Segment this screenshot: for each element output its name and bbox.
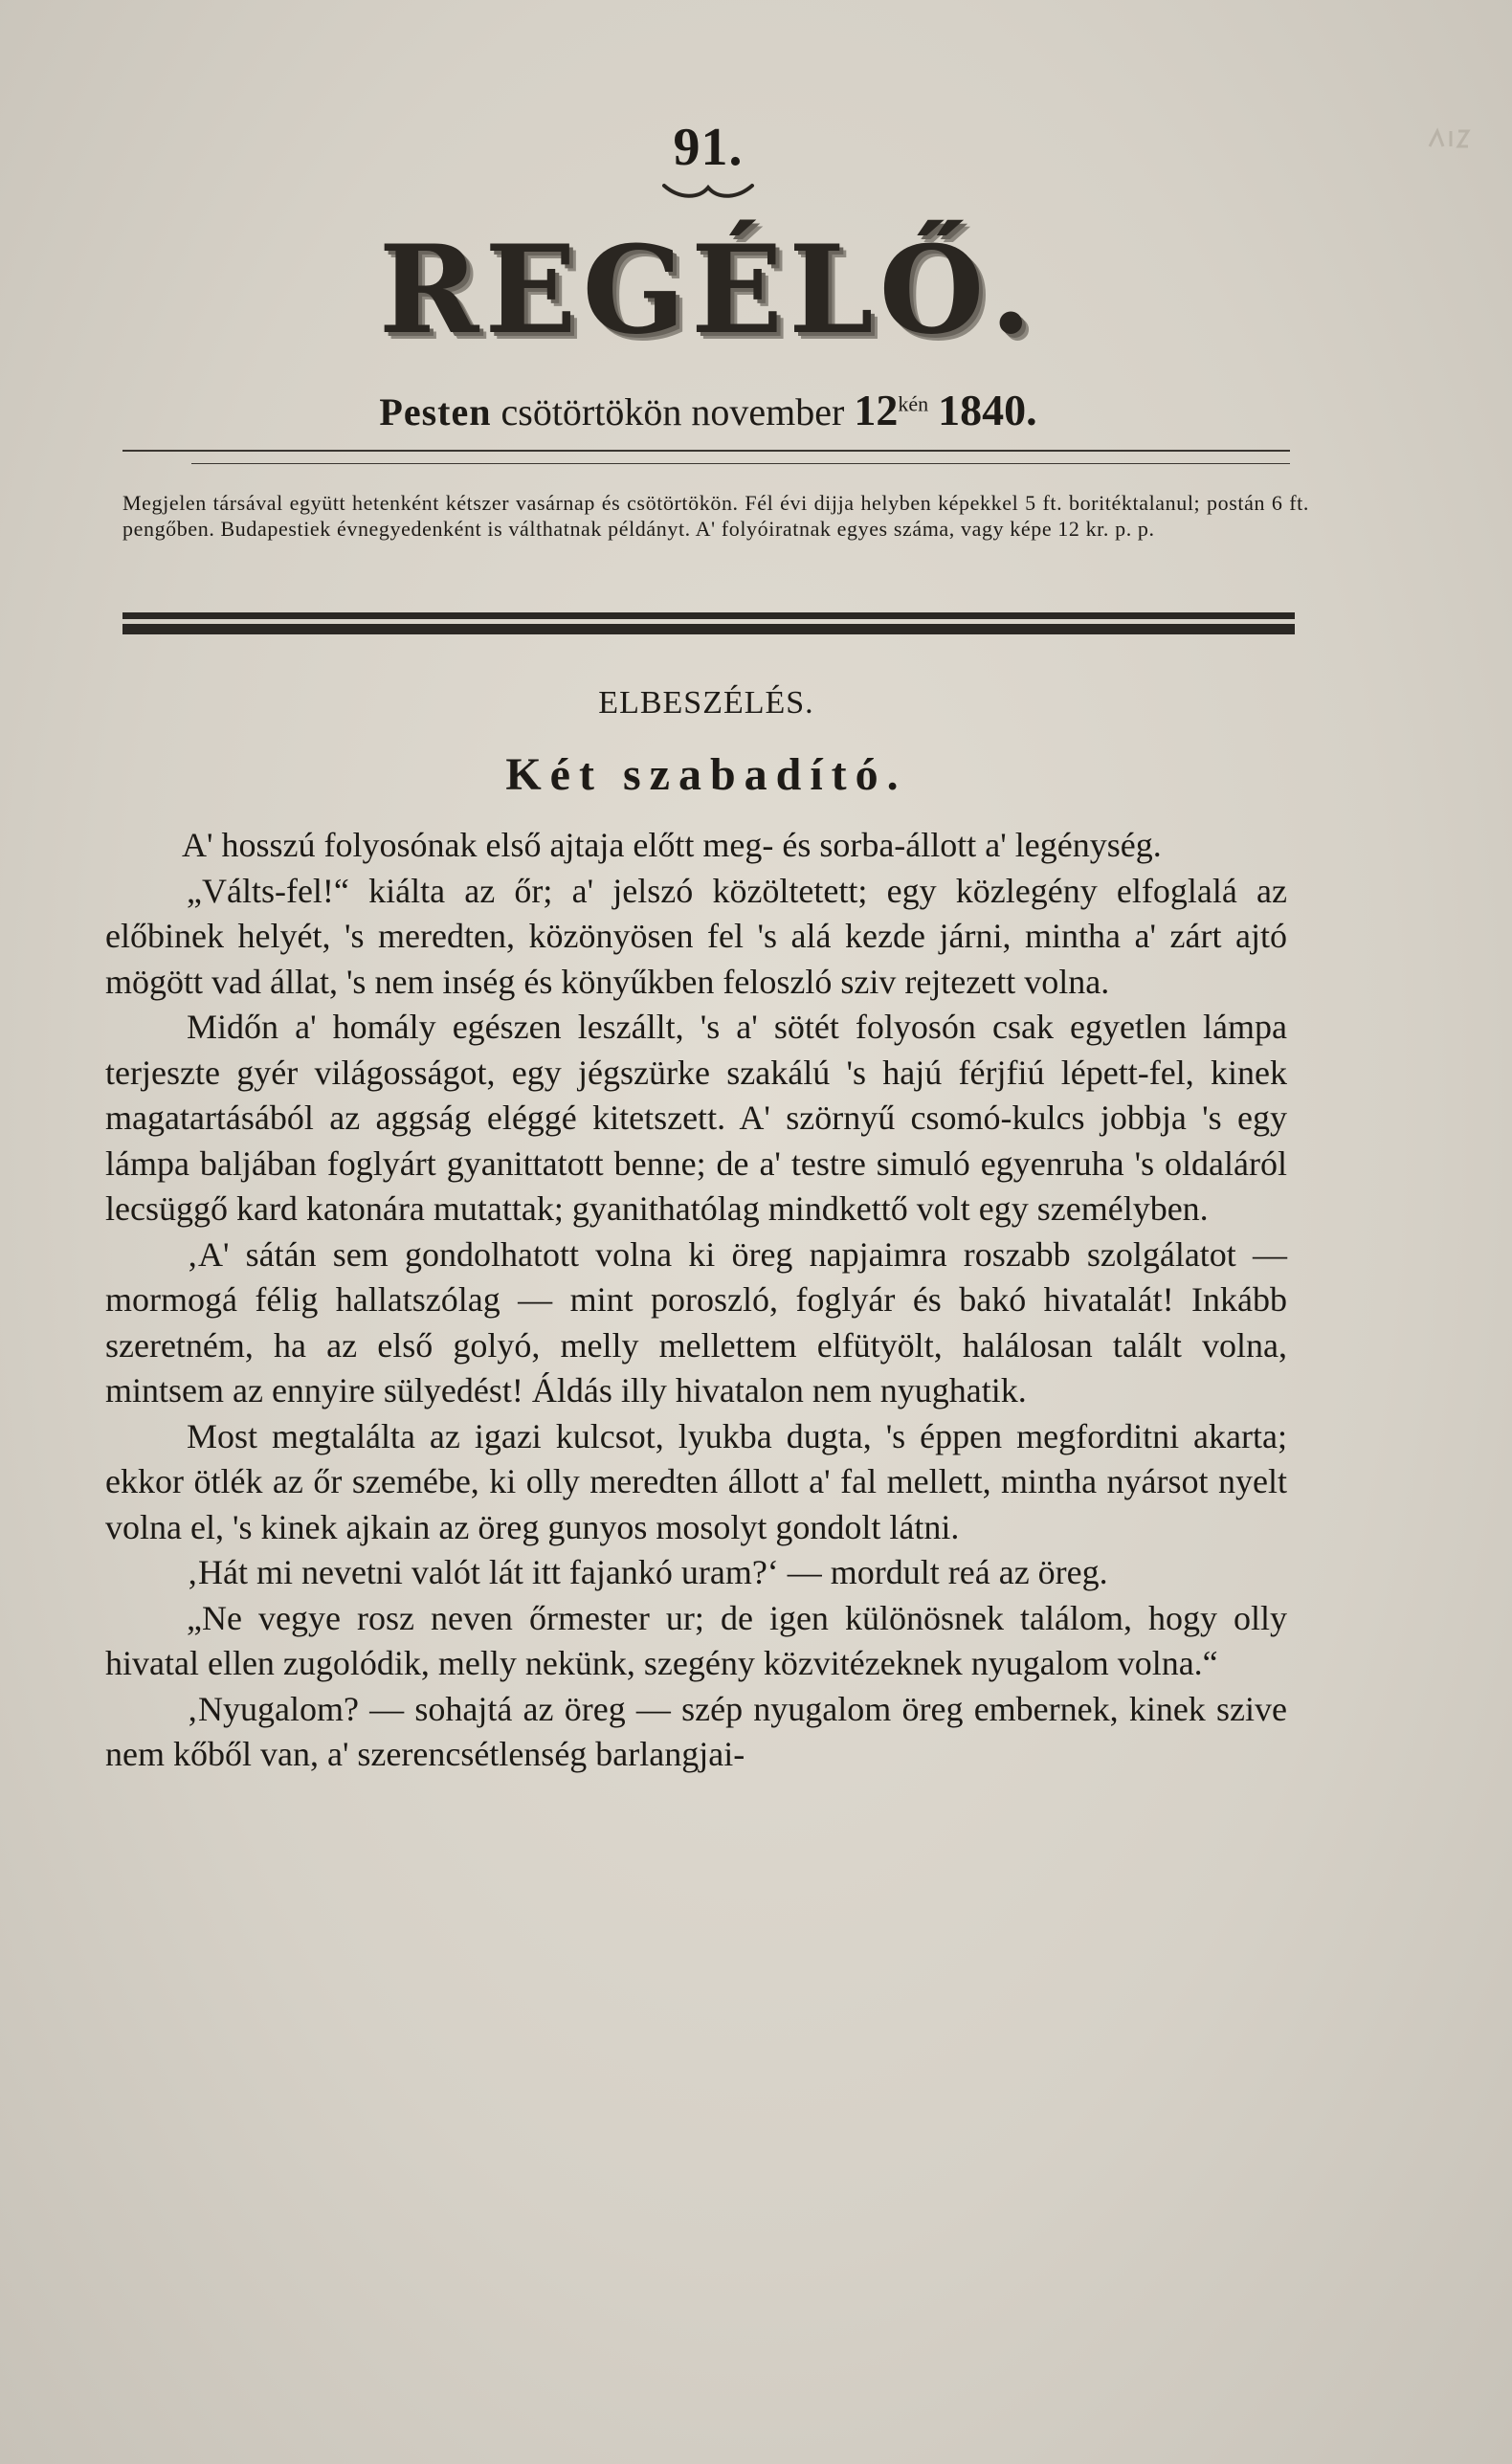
story-title: Két szabadító. (505, 749, 907, 800)
subscription-notice: Megjelen társával együtt hetenként kétszer vasárnap és csötörtökön. Fél évi dijja helyben képekkel 5 ft. boritéktalanul; postán 6 ft. pengőben. Budapestiek évnegyedenként is válthatnak példányt. A' folyóiratnak egyes száma, vagy képe 12 kr. p. p. (122, 491, 1309, 541)
paragraph-6: ‚Hát mi nevetni valót lát itt fajankó uram?‘ — mordult reá az öreg. (187, 1553, 1108, 1591)
masthead (345, 218, 1072, 362)
divider-band-lower (122, 624, 1295, 634)
section-heading: ELBESZÉLÉS. (598, 685, 814, 721)
paragraph-8: ‚Nyugalom? — sohajtá az öreg — szép nyugalom öreg embernek, kinek szive nem kőből van, a' szerencsétlenség barlangjai- (105, 1689, 1287, 1773)
paragraph-2: „Válts-fel!“ kiálta az őr; a' jelszó közöltetett; egy közlegény elfoglalá az előbinek helyét, 's meredten, közönyösen fel 's alá kezde járni, mintha a' zárt ajtó mögött vad állat, 's nem inség és könyűkben feloszló sziv rejtezett volna. (105, 871, 1287, 1001)
paragraph-4: ‚A' sátán sem gondolhatott volna ki öreg napjaimra roszabb szolgálatot — mormogá félig hallatszólag — mint poroszló, foglyár és bakó hivatalát! Inkább szeretném, ha az első golyó, melly mellettem elfütyölt, halálosan talált volna, mintsem az ennyire sülyedést! Áldás illy hivatalon nem nyughatik. (105, 1234, 1287, 1410)
dateline-year: 1840. (938, 386, 1037, 434)
dateline-suffix: kén (898, 391, 929, 416)
divider-band-upper (122, 612, 1295, 619)
masthead-title: REGÉLŐ. (378, 219, 1038, 361)
dateline (287, 385, 1129, 435)
flourish-ornament (660, 178, 756, 201)
paragraph-3: Midőn a' homály egészen leszállt, 's a' sötét folyosón csak egyetlen lámpa terjeszte gyér világosságot, egy jégszürke szakálú 's hajú férjfiú lépett-fel, kinek magatartásából az aggság eléggé kitetszett. A' szörnyű csomó-kulcs jobbja 's egy lámpa baljában foglyárt gyanittatott benne; de a' testre simuló egyenruha 's oldaláról lecsüggő kard katonára mutattak; gyanithatólag mindkettő volt egy személyben. (105, 1008, 1287, 1228)
header-rule-second (191, 463, 1290, 464)
issue-number: 91. (673, 118, 744, 177)
bleed-through-mark (1426, 124, 1483, 158)
dateline-day: 12 (854, 386, 899, 434)
article-body (105, 823, 1287, 1778)
paragraph-7: „Ne vegye rosz neven őrmester ur; de igen különösnek találom, hogy olly hivatal ellen zugolódik, melly nekünk, szegény közvitézeknek nyugalom volna.“ (105, 1598, 1287, 1682)
dateline-text: csötörtökön november (500, 390, 845, 433)
dateline-place: Pesten (379, 390, 492, 433)
header-rule-top (122, 450, 1290, 452)
paragraph-5: Most megtalálta az igazi kulcsot, lyukba dugta, 's éppen megforditni akarta; ekkor ötlék az őr szemébe, ki olly meredten állott a' fal mellett, mintha nyársot nyelt volna el, 's kinek ajkain az öreg gunyos mosolyt gondolt látni. (105, 1416, 1287, 1546)
paragraph-1: A' hosszú folyosónak első ajtaja előtt meg- és sorba-állott a' legénység. (182, 826, 1162, 864)
